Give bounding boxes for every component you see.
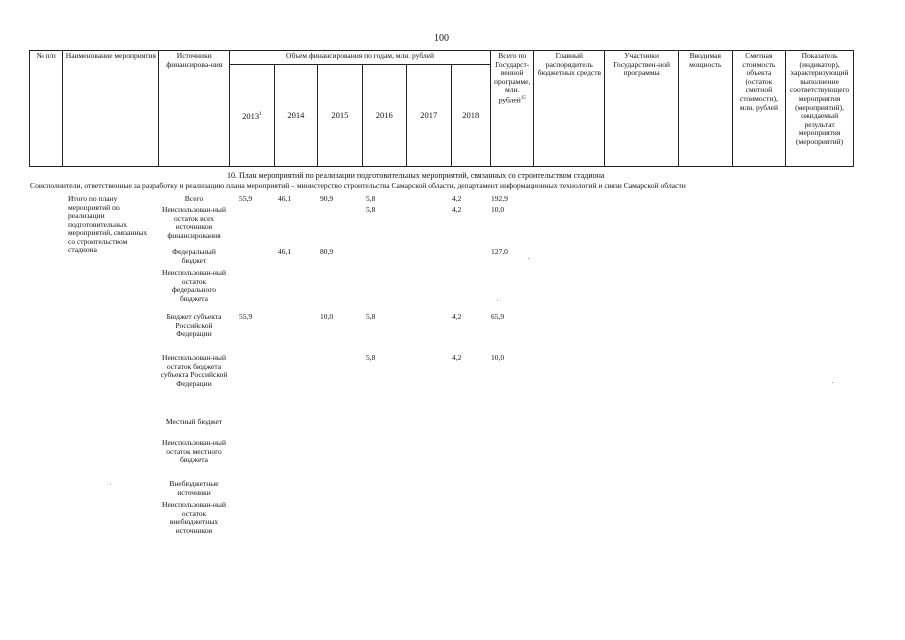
source-label: Неиспользован-ный остаток бюджета субъекта Российской Федерации	[160, 353, 228, 388]
value-y2016: 5,8	[366, 194, 376, 203]
source-label: Неиспользован-ный остаток всех источников финансирования	[162, 205, 226, 240]
page-number: 100	[434, 33, 449, 44]
scan-speck	[110, 484, 111, 485]
header-year-2014: 2014	[274, 65, 317, 167]
value-y2018: 4,2	[452, 353, 462, 362]
scan-speck	[832, 382, 833, 383]
header-funding: Объем финансирования по годам, млн. рублей	[230, 51, 491, 65]
value-y2018: 4,2	[452, 194, 462, 203]
source-label: Федеральный бюджет	[172, 247, 216, 265]
header-year-2013: 2013$^1$	[230, 65, 274, 167]
header-indicator: Показатель (индикатор), характеризующий выполнение соответствующего мероприятия (мероприятий), ожидаемый результат мероприятия (мероприятий)	[786, 51, 854, 167]
value-y2013: 55,9	[239, 312, 253, 321]
source-label: Неиспользован-ный остаток федерального бюджета	[162, 268, 226, 303]
header-manager: Главный распорядитель бюджетных средств	[534, 51, 605, 167]
scan-speck	[528, 258, 529, 259]
value-y2016: 5,8	[366, 205, 376, 214]
value-total: 65,9	[491, 312, 505, 321]
source-label: Местный бюджет	[165, 417, 223, 426]
header-name: Наименование мероприятия	[63, 51, 159, 167]
source-label: Неиспользован-ный остаток внебюджетных источников	[162, 500, 226, 535]
value-y2018: 4,2	[452, 205, 462, 214]
section-title: 10. План мероприятий по реализации подготовительных мероприятий, связанных со строительством стадиона	[227, 171, 605, 180]
value-y2016: 5,8	[366, 353, 376, 362]
source-label: Неиспользован-ный остаток местного бюджета	[162, 438, 226, 464]
value-y2016: 5,8	[366, 312, 376, 321]
header-total: Всего по Государст-венной программе, млн. рублей$^{15}$	[490, 51, 533, 167]
header-participants: Участники Государствен-ной программы	[605, 51, 679, 167]
header-sources: Источники финансирова-ния	[159, 51, 230, 167]
header-year-2015: 2015	[318, 65, 362, 167]
header-capacity: Вводимая мощность	[679, 51, 733, 167]
header-table	[29, 50, 854, 167]
value-total: 10,0	[491, 353, 505, 362]
value-y2015: 90,9	[320, 194, 334, 203]
source-label: Бюджет субъекта Российской Федерации	[166, 312, 222, 338]
header-year-2018: 2018	[451, 65, 490, 167]
value-y2014: 46,1	[278, 247, 292, 256]
source-label: Всего	[184, 194, 204, 203]
header-estimate: Сметная стоимость объекта (остаток сметной стоимости), млн. рублей	[732, 51, 786, 167]
value-y2015: 10,0	[320, 312, 334, 321]
value-y2014: 46,1	[278, 194, 292, 203]
header-year-2016: 2016	[362, 65, 406, 167]
value-y2018: 4,2	[452, 312, 462, 321]
item-name: Итого по плану мероприятий по реализации подготовительных мероприятий, связанных со строительством стадиона	[68, 194, 148, 254]
value-y2015: 80,9	[320, 247, 334, 256]
source-label: Внебюджетные источники	[169, 479, 219, 497]
value-total: 127,0	[491, 247, 508, 256]
value-total: 192,9	[491, 194, 508, 203]
value-total: 10,0	[491, 205, 505, 214]
section-coexecutors: Соисполнители, ответственные за разработку и реализацию плана мероприятий – министерство строительства Самарской области, департамент информационных технологий и связи Самарской области	[30, 181, 686, 190]
value-y2013: 55,9	[239, 194, 253, 203]
header-num: № п/п	[30, 51, 63, 167]
header-year-2017: 2017	[407, 65, 451, 167]
scan-speck	[497, 300, 498, 301]
